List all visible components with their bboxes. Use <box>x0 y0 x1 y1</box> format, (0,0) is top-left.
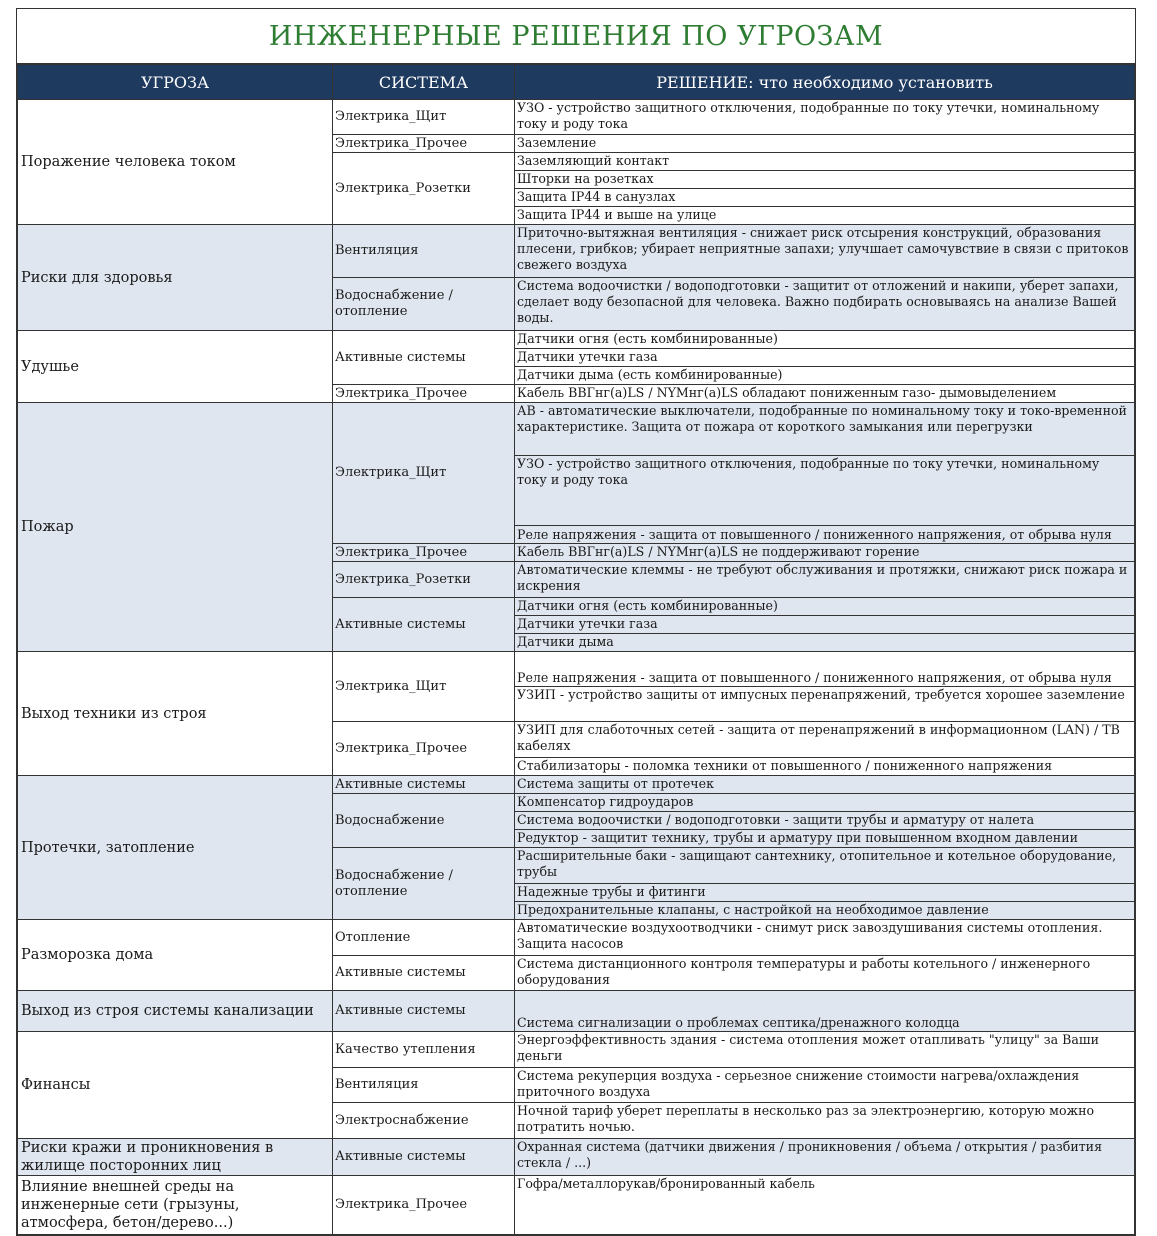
table-row <box>18 100 1135 135</box>
system-cell: Электрика_Щит <box>333 100 515 135</box>
solution-cell: Автоматические клеммы - не требуют обслуживания и протяжки, снижают риск пожара и искрения <box>515 562 1135 598</box>
threat-cell: Разморозка дома <box>18 920 333 991</box>
system-cell: Активные системы <box>333 956 515 991</box>
threat-cell: Пожар <box>18 403 333 652</box>
solution-cell: Датчики утечки газа <box>515 349 1135 367</box>
solution-cell: Реле напряжения - защита от повышенного / пониженного напряжения, от обрыва нуля <box>515 652 1135 687</box>
header-solution: РЕШЕНИЕ: что необходимо установить <box>515 65 1135 100</box>
solution-cell: Система водоочистки / водоподготовки - защити трубы и арматуру от налета <box>515 812 1135 830</box>
solution-cell: Датчики огня (есть комбинированные) <box>515 598 1135 616</box>
table-row <box>18 920 1135 956</box>
solution-cell: Ночной тариф уберет переплаты в несколько раз за электроэнергию, которую можно потратить ночью. <box>515 1103 1135 1139</box>
table-row <box>18 331 1135 349</box>
system-cell: Активные системы <box>333 1139 515 1176</box>
solution-cell: Энергоэффективность здания - система отопления может отапливать "улицу" за Ваши деньги <box>515 1032 1135 1068</box>
system-cell: Вентиляция <box>333 225 515 278</box>
table-row <box>18 1139 1135 1176</box>
solution-cell: Заземление <box>515 135 1135 153</box>
threat-cell: Выход техники из строя <box>18 652 333 776</box>
system-cell: Отопление <box>333 920 515 956</box>
system-cell: Электрика_Розетки <box>333 153 515 225</box>
system-cell: Активные системы <box>333 598 515 652</box>
solution-cell: Автоматические воздухоотводчики - снимут риск завоздушивания системы отопления. Защита насосов <box>515 920 1135 956</box>
table-row <box>18 991 1135 1032</box>
system-cell: Вентиляция <box>333 1068 515 1103</box>
solution-cell: Система сигнализации о проблемах септика/дренажного колодца <box>515 991 1135 1032</box>
table-row <box>18 403 1135 456</box>
system-cell: Электрика_Щит <box>333 652 515 722</box>
system-cell: Активные системы <box>333 776 515 794</box>
header-row <box>18 65 1135 100</box>
solution-cell: Система водоочистки / водоподготовки - защитит от отложений и накипи, уберет запахи, сделает воду безопасной для человека. Важно подбирать основываясь на анализе Вашей воды. <box>515 278 1135 331</box>
solution-cell: Датчики огня (есть комбинированные) <box>515 331 1135 349</box>
threat-cell: Риски для здоровья <box>18 225 333 331</box>
solution-cell: Защита IP44 в санузлах <box>515 189 1135 207</box>
system-cell: Активные системы <box>333 991 515 1032</box>
solution-cell: Датчики дыма (есть комбинированные) <box>515 367 1135 385</box>
solution-cell: Предохранительные клапаны, с настройкой на необходимое давление <box>515 902 1135 920</box>
table-row <box>18 1176 1135 1235</box>
system-cell: Электроснабжение <box>333 1103 515 1139</box>
header-system: СИСТЕМА <box>333 65 515 100</box>
table-row <box>18 652 1135 687</box>
solution-cell: Стабилизаторы - поломка техники от повышенного / пониженного напряжения <box>515 758 1135 776</box>
solution-cell: Кабель ВВГнг(а)LS / NYMнг(а)LS обладают пониженным газо- дымовыделением <box>515 385 1135 403</box>
solution-cell: Защита IP44 и выше на улице <box>515 207 1135 225</box>
threat-cell: Поражение человека током <box>18 100 333 225</box>
solution-cell: УЗИП для слаботочных сетей - защита от перенапряжений в информационном (LAN) / ТВ кабелях <box>515 722 1135 758</box>
solution-cell: Редуктор - защитит технику, трубы и арматуру при повышенном входном давлении <box>515 830 1135 848</box>
system-cell: Электрика_Прочее <box>333 544 515 562</box>
solution-cell: Датчики утечки газа <box>515 616 1135 634</box>
threat-cell: Влияние внешней среды на инженерные сети (грызуны, атмосфера, бетон/дерево...) <box>18 1176 333 1235</box>
table-body <box>18 100 1135 1235</box>
system-cell: Электрика_Прочее <box>333 385 515 403</box>
threat-cell: Финансы <box>18 1032 333 1139</box>
threat-cell: Протечки, затопление <box>18 776 333 920</box>
threat-cell: Выход из строя системы канализации <box>18 991 333 1032</box>
solution-cell: Заземляющий контакт <box>515 153 1135 171</box>
system-cell: Водоснабжение / отопление <box>333 278 515 331</box>
solutions-sheet <box>16 8 1136 1236</box>
solution-cell: Гофра/металлорукав/бронированный кабель <box>515 1176 1135 1235</box>
system-cell: Электрика_Розетки <box>333 562 515 598</box>
solution-cell: УЗИП - устройство защиты от импусных перенапряжений, требуется хорошее заземление <box>515 687 1135 722</box>
solution-cell: Приточно-вытяжная вентиляция - снижает риск отсырения конструкций, образования плесени, грибков; убирает неприятные запахи; улучшает самочувствие в связи с притоков свежего воздуха <box>515 225 1135 278</box>
table-row <box>18 776 1135 794</box>
header-threat: УГРОЗА <box>18 65 333 100</box>
system-cell: Электрика_Прочее <box>333 1176 515 1235</box>
page-title: ИНЖЕНЕРНЫЕ РЕШЕНИЯ ПО УГРОЗАМ <box>17 9 1135 64</box>
system-cell: Качество утепления <box>333 1032 515 1068</box>
threat-cell: Удушье <box>18 331 333 403</box>
solution-cell: АВ - автоматические выключатели, подобранные по номинальному току и токо-временной характеристике. Защита от пожара от короткого замыкания или перегрузки <box>515 403 1135 456</box>
solution-cell: Компенсатор гидроударов <box>515 794 1135 812</box>
solution-cell: УЗО - устройство защитного отключения, подобранные по току утечки, номинальному току и роду тока <box>515 100 1135 135</box>
solution-cell: Охранная система (датчики движения / проникновения / объема / открытия / разбития стекла / ...) <box>515 1139 1135 1176</box>
system-cell: Активные системы <box>333 331 515 385</box>
solutions-table <box>17 64 1135 1235</box>
table-row <box>18 225 1135 278</box>
system-cell: Водоснабжение <box>333 794 515 848</box>
solution-cell: Система дистанционного контроля температуры и работы котельного / инженерного оборудования <box>515 956 1135 991</box>
system-cell: Водоснабжение / отопление <box>333 848 515 920</box>
solution-cell: Надежные трубы и фитинги <box>515 884 1135 902</box>
threat-cell: Риски кражи и проникновения в жилище посторонних лиц <box>18 1139 333 1176</box>
solution-cell: Кабель ВВГнг(а)LS / NYMнг(а)LS не поддерживают горение <box>515 544 1135 562</box>
system-cell: Электрика_Прочее <box>333 722 515 776</box>
table-row <box>18 1032 1135 1068</box>
solution-cell: Шторки на розетках <box>515 171 1135 189</box>
solution-cell: Датчики дыма <box>515 634 1135 652</box>
solution-cell: Реле напряжения - защита от повышенного / пониженного напряжения, от обрыва нуля <box>515 526 1135 544</box>
solution-cell: УЗО - устройство защитного отключения, подобранные по току утечки, номинальному току и роду тока <box>515 456 1135 526</box>
system-cell: Электрика_Прочее <box>333 135 515 153</box>
solution-cell: Расширительные баки - защищают сантехнику, отопительное и котельное оборудование, трубы <box>515 848 1135 884</box>
system-cell: Электрика_Щит <box>333 403 515 544</box>
solution-cell: Система защиты от протечек <box>515 776 1135 794</box>
solution-cell: Система рекуперция воздуха - серьезное снижение стоимости нагрева/охлаждения приточного воздуха <box>515 1068 1135 1103</box>
